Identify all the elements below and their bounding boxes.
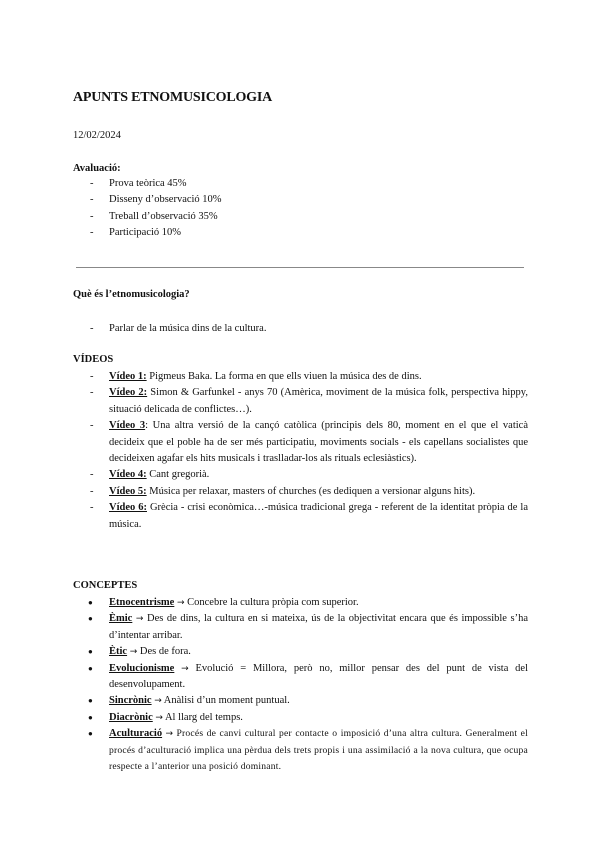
arrow-icon: → [181,663,189,674]
list-item [73,484,528,500]
concept-label: Diacrònic [109,711,153,723]
list-item: - Treball d’observació 35% [73,209,528,225]
video-text: Música per relaxar, masters of churches (es dediquen a versionar alguns hits). [146,485,476,497]
list-item [73,611,528,644]
video-label: Vídeo 3 [109,420,146,432]
arrow-icon: → [135,614,144,625]
evaluacio-list [73,176,528,242]
concept-text: Evolució = Millora, però no, millor pensar des del punt de vista del desenvolupament. [109,662,528,691]
concept-label: Èmic [109,613,133,625]
video-label: Vídeo 4: [109,469,147,481]
list-item [73,500,528,533]
arrow-icon: → [129,647,138,658]
video-label: Vídeo 5: [109,485,147,497]
list-item [73,644,528,660]
video-text: : Una altra versió de la cançó catòlica (principis dels 80, moment en el que el vaticà decideix que el poble ha de ser més participatiu, moviments socials - els capellans socialistes que decideixen agafar els hits musicals i traslladar-los als rituals eclesiàstics). [109,420,529,465]
list-item [73,595,528,611]
video-label: Vídeo 1: [109,371,147,382]
concept-text: Concebre la cultura pròpia com superior. [184,597,359,608]
concept-label: Sincrònic [109,695,152,707]
list-item: - Prova teòrica 45% [73,176,528,192]
video-label: Vídeo 6: [109,502,147,514]
list-item [73,369,528,385]
concept-label: Evolucionisme [109,662,175,674]
video-text: Simon & Garfunkel - anys 70 (Amèrica, moviment de la música folk, perspectiva hippy, situació delicada de conflictes…). [109,387,528,415]
conceptes-list [73,595,528,775]
que-es-heading: Què és l’etnomusicologia? [73,289,190,300]
document-title: APUNTS ETNOMUSICOLOGIA [73,90,273,105]
horizontal-rule [76,267,524,268]
arrow-icon: → [155,712,163,723]
video-label: Vídeo 2: [109,387,148,399]
document-date: 12/02/2024 [73,130,121,141]
list-item: - Participació 10% [73,225,528,241]
concept-text: Al llarg del temps. [162,711,243,723]
videos-heading: VÍDEOS [73,354,114,365]
list-item [73,385,528,418]
concept-text: Anàlisi d’un moment puntual. [161,695,290,707]
concept-label: Ètic [109,646,128,658]
video-text: Cant gregorià. [146,469,210,481]
concept-text: Procés de canvi cultural per contacte o imposició d’una altra cultura. Generalment el procés d’aculturació implica una pèrdua dels trets propis i una assimilació a la nova cultura, que ocupa respecte a l’anterior una posició dominant. [109,728,529,773]
arrow-icon: → [154,696,162,707]
list-item [73,710,528,726]
arrow-icon: → [176,598,185,608]
conceptes-heading: CONCEPTES [73,580,138,591]
concept-label: Etnocentrisme [109,597,175,608]
list-item [73,693,528,709]
list-item [73,418,528,467]
evaluacio-heading: Avaluació: [73,163,121,174]
arrow-icon: → [165,729,174,740]
list-item [73,726,528,775]
list-item [73,661,528,694]
list-item: - Parlar de la música dins de la cultura. [73,321,528,337]
video-text: Grècia - crisi econòmica…-música tradicional grega - referent de la identitat pròpia de la música. [109,502,529,530]
concept-text: Des de fora. [137,646,191,658]
concept-label: Aculturació [109,728,163,740]
list-item [73,467,528,483]
que-es-list [73,321,528,337]
video-text: Pigmeus Baka. La forma en que ells viuen la música des de dins. [146,371,422,382]
videos-list [73,369,528,533]
concept-text: Des de dins, la cultura en si mateixa, ús de la objectivitat encara que és impossible s’ha d’intentar arribar. [109,613,529,641]
list-item: - Disseny d’observació 10% [73,192,528,208]
